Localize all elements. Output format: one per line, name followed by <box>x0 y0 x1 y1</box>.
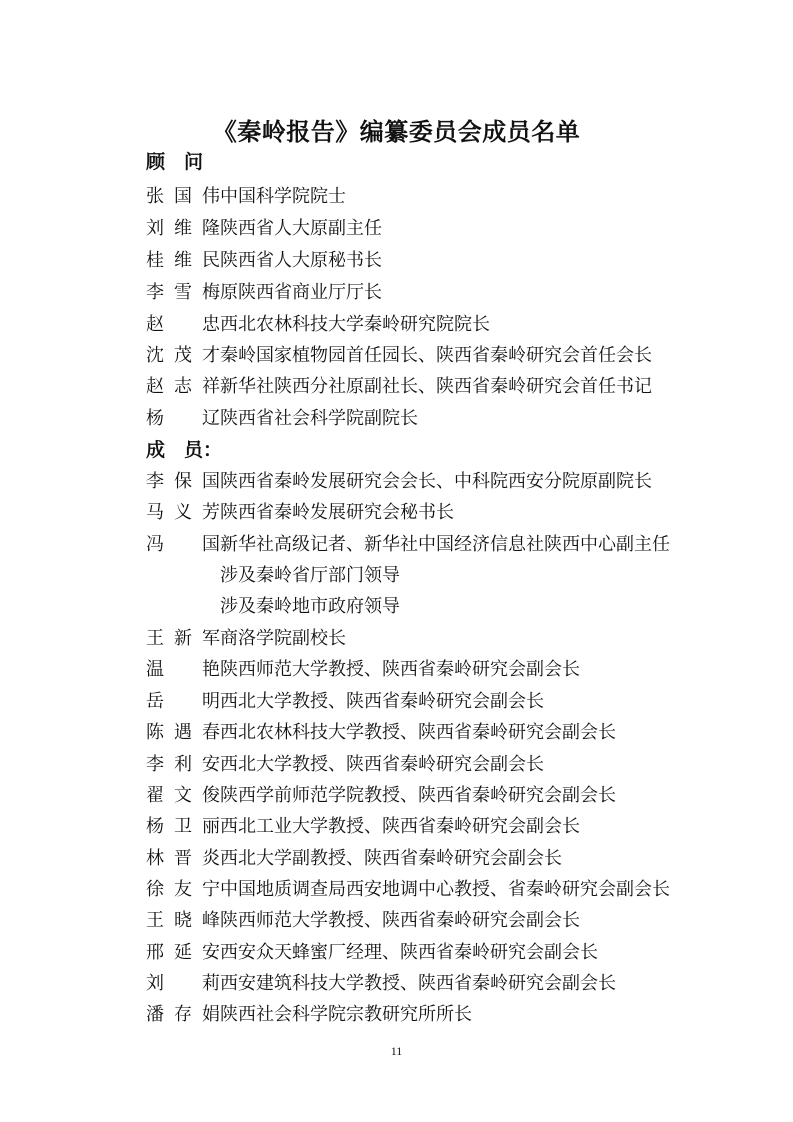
member-entry <box>146 972 616 996</box>
member-entry <box>146 501 454 525</box>
member-name: 李保国 <box>146 471 220 492</box>
member-entry <box>146 847 562 871</box>
member-role: 西北农林科技大学秦岭研究院院长 <box>220 314 490 335</box>
member-role: 涉及秦岭地市政府领导 <box>220 596 400 617</box>
member-role: 陕西省社会科学院副院长 <box>220 408 418 429</box>
member-name: 桂维民 <box>146 250 220 271</box>
advisor-entry <box>146 344 652 368</box>
member-entry <box>146 815 580 839</box>
member-role: 陕西省人大原秘书长 <box>220 250 382 271</box>
advisor-entry <box>146 249 382 273</box>
member-name: 赵志祥 <box>146 376 220 397</box>
member-entry <box>146 878 670 902</box>
member-name: 邢延安 <box>146 942 220 963</box>
member-role: 陕西省人大原副主任 <box>220 218 382 239</box>
member-name: 赵 忠 <box>146 314 220 335</box>
member-name: 陈遇春 <box>146 722 220 743</box>
member-name: 杨 辽 <box>146 408 220 429</box>
member-name: 王新军 <box>146 628 220 649</box>
member-entry <box>146 753 544 777</box>
member-entry <box>146 690 544 714</box>
member-role: 中国科学院院士 <box>220 186 346 207</box>
member-role: 陕西师范大学教授、陕西省秦岭研究会副会长 <box>220 910 580 931</box>
member-name: 林晋炎 <box>146 848 220 869</box>
member-name: 杨卫丽 <box>146 816 220 837</box>
member-role: 中国地质调查局西安地调中心教授、省秦岭研究会副会长 <box>220 879 670 900</box>
member-entry <box>146 784 616 808</box>
advisor-entry <box>146 185 346 209</box>
page-number: 11 <box>390 1044 403 1058</box>
member-entry <box>146 564 400 588</box>
member-role: 秦岭国家植物园首任园长、陕西省秦岭研究会首任会长 <box>220 345 652 366</box>
member-role: 原陕西省商业厅厅长 <box>220 282 382 303</box>
advisor-entry <box>146 281 382 305</box>
member-name: 徐友宁 <box>146 879 220 900</box>
member-name: 冯 国 <box>146 534 220 555</box>
member-entry <box>146 658 580 682</box>
member-role: 西北大学教授、陕西省秦岭研究会副会长 <box>220 754 544 775</box>
member-entry <box>146 909 580 933</box>
member-name: 翟文俊 <box>146 785 220 806</box>
member-name: 沈茂才 <box>146 345 220 366</box>
member-role: 新华社高级记者、新华社中国经济信息社陕西中心副主任 <box>220 534 670 555</box>
member-entry <box>146 470 652 494</box>
member-role: 陕西社会科学院宗教研究所所长 <box>220 1004 472 1025</box>
member-role: 涉及秦岭省厅部门领导 <box>220 565 400 586</box>
member-name: 刘 莉 <box>146 973 220 994</box>
member-role: 陕西省秦岭发展研究会秘书长 <box>220 502 454 523</box>
member-entry <box>146 595 400 619</box>
advisor-entry <box>146 313 490 337</box>
members-heading: 成 员： <box>146 439 223 461</box>
member-entry <box>146 533 670 557</box>
member-name: 马义芳 <box>146 502 220 523</box>
advisors-heading: 顾 问 <box>146 151 204 173</box>
member-name: 岳 明 <box>146 691 220 712</box>
advisor-entry <box>146 375 652 399</box>
member-role: 西北大学副教授、陕西省秦岭研究会副会长 <box>220 848 562 869</box>
member-role: 西安众天蜂蜜厂经理、陕西省秦岭研究会副会长 <box>220 942 598 963</box>
member-entry <box>146 627 346 651</box>
member-entry <box>146 1003 472 1027</box>
advisor-entry <box>146 217 382 241</box>
member-role: 西安建筑科技大学教授、陕西省秦岭研究会副会长 <box>220 973 616 994</box>
member-role: 西北农林科技大学教授、陕西省秦岭研究会副会长 <box>220 722 616 743</box>
member-name: 刘维隆 <box>146 218 220 239</box>
member-name: 潘存娟 <box>146 1004 220 1025</box>
member-name: 王晓峰 <box>146 910 220 931</box>
member-name: 李雪梅 <box>146 282 220 303</box>
member-name: 温 艳 <box>146 659 220 680</box>
member-role: 新华社陕西分社原副社长、陕西省秦岭研究会首任书记 <box>220 376 652 397</box>
member-name: 张国伟 <box>146 186 220 207</box>
member-role: 商洛学院副校长 <box>220 628 346 649</box>
page-title: 《秦岭报告》编纂委员会成员名单 <box>212 118 581 146</box>
member-role: 西北工业大学教授、陕西省秦岭研究会副会长 <box>220 816 580 837</box>
member-entry <box>146 721 616 745</box>
member-name: 李利安 <box>146 754 220 775</box>
advisor-entry <box>146 407 418 431</box>
member-role: 西北大学教授、陕西省秦岭研究会副会长 <box>220 691 544 712</box>
member-entry <box>146 941 598 965</box>
member-role: 陕西学前师范学院教授、陕西省秦岭研究会副会长 <box>220 785 616 806</box>
member-role: 陕西师范大学教授、陕西省秦岭研究会副会长 <box>220 659 580 680</box>
member-role: 陕西省秦岭发展研究会会长、中科院西安分院原副院长 <box>220 471 652 492</box>
